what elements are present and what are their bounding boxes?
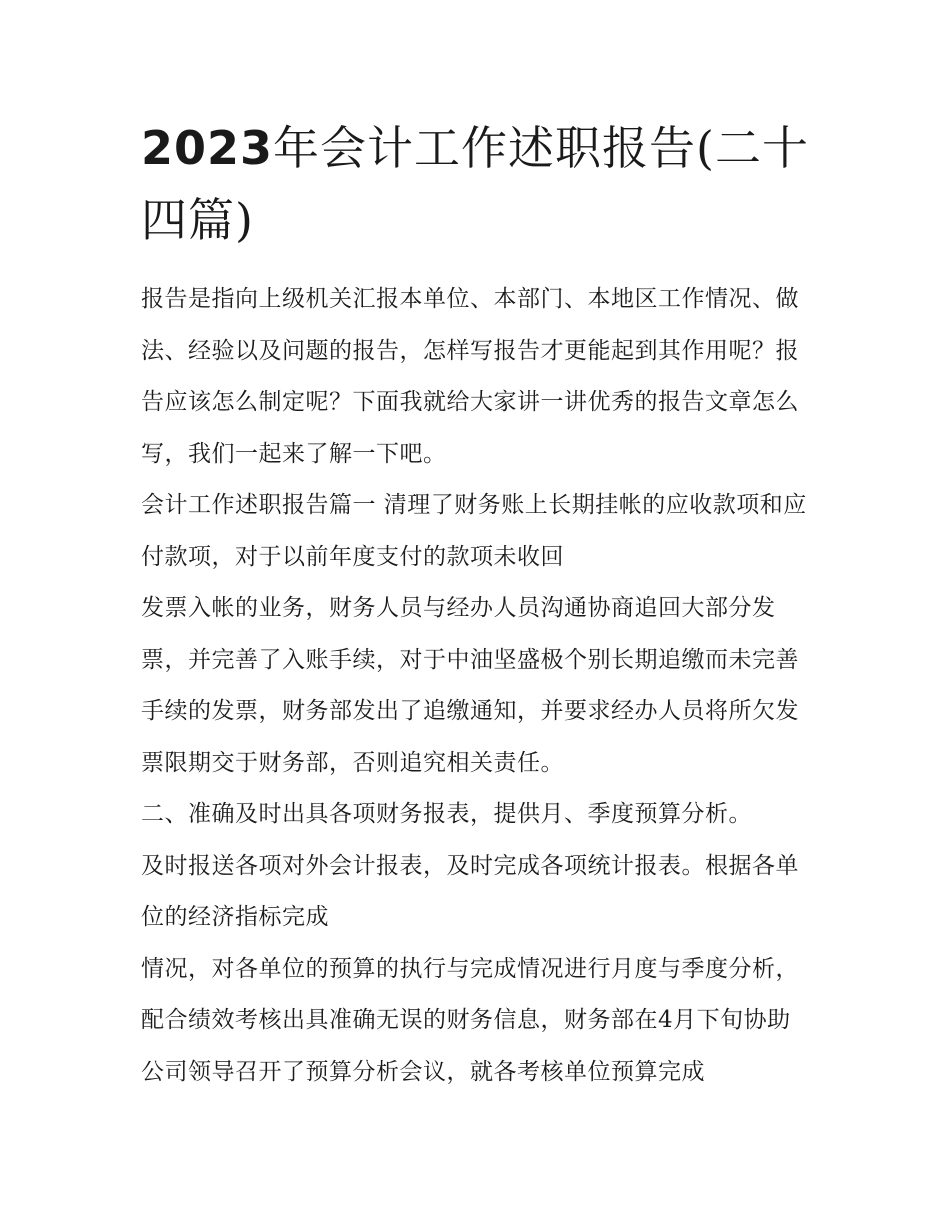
paragraph-section-2: 二、准确及时出具各项财务报表，提供月、季度预算分析。 xyxy=(141,801,752,827)
paragraph-intro: 报告是指向上级机关汇报本单位、本部门、本地区工作情况、做法、经验以及问题的报告，怎样写报告才更能起到其作用呢？报告应该怎么制定呢？下面我就给大家讲一讲优秀的报告文章怎么写，我们一起来了解一下吧。 xyxy=(141,286,799,467)
paragraph-budget-analysis: 情况，对各单位的预算的执行与完成情况进行月度与季度分析，配合绩效考核出具准确无误的财务信息，财务部在4月下旬协助公司领导召开了预算分析会议，就各考核单位预算完成 xyxy=(141,955,799,1085)
document-title xyxy=(141,112,813,256)
paragraph-section-1: 会计工作述职报告篇一 清理了财务账上长期挂帐的应收款项和应付款项，对于以前年度支付的款项未收回 xyxy=(141,492,807,570)
title-year: 2023 xyxy=(141,121,274,175)
document-page xyxy=(141,112,813,1098)
title-text: 年会计工作述职报告(二十四篇) xyxy=(141,121,809,247)
paragraph-reports: 及时报送各项对外会计报表，及时完成各项统计报表。根据各单位的经济指标完成 xyxy=(141,852,799,930)
paragraph-invoices: 发票入帐的业务，财务人员与经办人员沟通协商追回大部分发票，并完善了入账手续，对于中油坚盛极个别长期追缴而未完善手续的发票，财务部发出了追缴通知，并要求经办人员将所欠发票限期交于财务部，否则追究相关责任。 xyxy=(141,595,799,776)
